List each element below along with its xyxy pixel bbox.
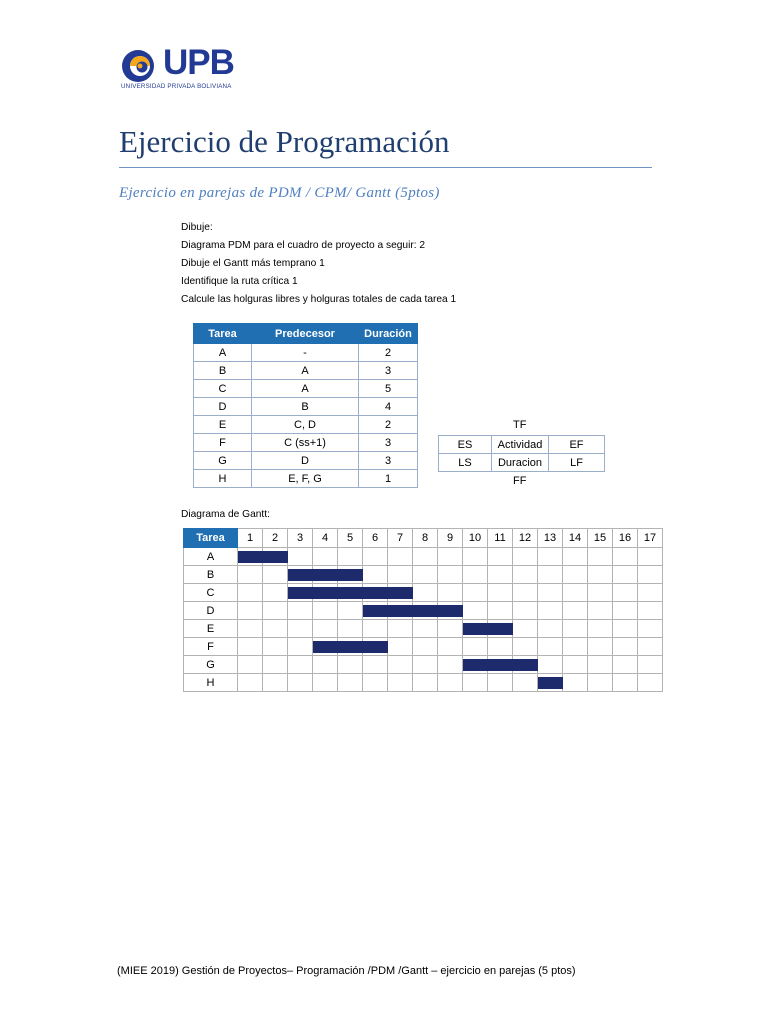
cell: - (252, 344, 359, 362)
gantt-cell (363, 566, 388, 584)
gantt-period-header: 3 (288, 529, 313, 548)
gantt-cell (538, 602, 563, 620)
legend-cell: ES (439, 436, 492, 454)
gantt-cell (263, 584, 288, 602)
gantt-cell (438, 566, 463, 584)
gantt-cell (363, 620, 388, 638)
legend-tf: TF (513, 419, 527, 431)
gantt-cell (563, 620, 588, 638)
gantt-cell (463, 566, 488, 584)
logo-text: UPB (163, 43, 234, 82)
gantt-header-row (184, 529, 663, 548)
gantt-bar-h (538, 677, 563, 689)
project-table (193, 323, 418, 488)
gantt-cell (488, 548, 513, 566)
cell: C (194, 380, 252, 398)
gantt-period-header: 5 (338, 529, 363, 548)
gantt-bar-e (463, 623, 513, 635)
legend-cell: EF (549, 436, 605, 454)
gantt-cell (488, 638, 513, 656)
gantt-cell (388, 638, 413, 656)
gantt-title: Diagrama de Gantt: (181, 509, 270, 520)
gantt-cell (463, 548, 488, 566)
header-duracion: Duración (359, 324, 418, 344)
gantt-cell (563, 584, 588, 602)
logo-subtitle: UNIVERSIDAD PRIVADA BOLIVIANA (121, 83, 232, 90)
legend-cell: Duracion (492, 454, 549, 472)
cell: G (194, 452, 252, 470)
cell: 1 (359, 470, 418, 488)
gantt-cell (588, 566, 613, 584)
gantt-cell (388, 620, 413, 638)
gantt-cell (288, 548, 313, 566)
cell: A (252, 362, 359, 380)
legend-row (439, 454, 605, 472)
gantt-cell (413, 584, 438, 602)
gantt-cell (638, 620, 663, 638)
gantt-bar-g (463, 659, 538, 671)
cell: 3 (359, 362, 418, 380)
cell: E, F, G (252, 470, 359, 488)
gantt-cell (238, 656, 263, 674)
cell: A (252, 380, 359, 398)
legend-row (439, 436, 605, 454)
gantt-row (184, 656, 663, 674)
gantt-bar-f (313, 641, 388, 653)
title-divider (119, 167, 652, 168)
cell: B (252, 398, 359, 416)
cell: 2 (359, 344, 418, 362)
gantt-cell (613, 602, 638, 620)
cell: 3 (359, 434, 418, 452)
page-subtitle: Ejercicio en parejas de PDM / CPM/ Gantt (5ptos) (119, 185, 440, 201)
gantt-task-label: F (184, 638, 238, 656)
gantt-cell (588, 674, 613, 692)
gantt-cell (263, 566, 288, 584)
gantt-cell (538, 548, 563, 566)
gantt-cell (363, 674, 388, 692)
gantt-cell (238, 584, 263, 602)
cell: C, D (252, 416, 359, 434)
gantt-period-header: 16 (613, 529, 638, 548)
gantt-task-label: C (184, 584, 238, 602)
gantt-cell (263, 674, 288, 692)
gantt-cell (613, 638, 638, 656)
gantt-cell (638, 548, 663, 566)
gantt-task-label: G (184, 656, 238, 674)
cell: 5 (359, 380, 418, 398)
gantt-cell (488, 602, 513, 620)
cell: 3 (359, 452, 418, 470)
header-predecesor: Predecesor (252, 324, 359, 344)
gantt-cell (538, 620, 563, 638)
gantt-cell (613, 566, 638, 584)
legend-cell: Actividad (492, 436, 549, 454)
gantt-cell (338, 602, 363, 620)
legend-cell: LS (439, 454, 492, 472)
gantt-cell (288, 638, 313, 656)
gantt-period-header: 11 (488, 529, 513, 548)
gantt-cell (263, 656, 288, 674)
gantt-cell (513, 548, 538, 566)
gantt-cell (338, 548, 363, 566)
gantt-period-header: 12 (513, 529, 538, 548)
instructions (181, 219, 456, 309)
gantt-cell (638, 602, 663, 620)
gantt-cell (438, 638, 463, 656)
gantt-period-header: 17 (638, 529, 663, 548)
instruction-line: Dibuje: (181, 222, 213, 233)
gantt-cell (363, 656, 388, 674)
gantt-cell (588, 620, 613, 638)
gantt-period-header: 14 (563, 529, 588, 548)
gantt-cell (613, 548, 638, 566)
legend-ff: FF (513, 475, 527, 487)
gantt-row (184, 584, 663, 602)
gantt-bar-a (238, 551, 288, 563)
instruction-line: Calcule las holguras libres y holguras totales de cada tarea 1 (181, 294, 457, 305)
gantt-row (184, 566, 663, 584)
gantt-cell (263, 602, 288, 620)
gantt-cell (338, 656, 363, 674)
gantt-bar-c (288, 587, 413, 599)
gantt-period-header: 6 (363, 529, 388, 548)
gantt-period-header: 1 (238, 529, 263, 548)
gantt-cell (463, 638, 488, 656)
gantt-cell (263, 638, 288, 656)
gantt-cell (313, 674, 338, 692)
table-row (194, 470, 418, 488)
gantt-cell (538, 638, 563, 656)
gantt-cell (313, 656, 338, 674)
gantt-task-label: B (184, 566, 238, 584)
table-row (194, 344, 418, 362)
gantt-cell (413, 566, 438, 584)
gantt-cell (513, 566, 538, 584)
gantt-bar-d (363, 605, 463, 617)
gantt-cell (488, 566, 513, 584)
gantt-cell (588, 602, 613, 620)
gantt-period-header: 7 (388, 529, 413, 548)
gantt-cell (538, 656, 563, 674)
gantt-period-header: 15 (588, 529, 613, 548)
gantt-cell (388, 548, 413, 566)
instruction-line: Dibuje el Gantt más temprano 1 (181, 258, 325, 269)
table-row (194, 362, 418, 380)
gantt-cell (288, 656, 313, 674)
gantt-cell (288, 602, 313, 620)
node-legend (438, 435, 605, 472)
gantt-cell (438, 584, 463, 602)
gantt-cell (513, 620, 538, 638)
gantt-cell (438, 674, 463, 692)
gantt-cell (413, 638, 438, 656)
upb-logo (119, 43, 249, 93)
gantt-cell (538, 584, 563, 602)
gantt-header-tarea: Tarea (184, 529, 238, 548)
gantt-cell (463, 584, 488, 602)
gantt-cell (363, 548, 388, 566)
table-row (194, 380, 418, 398)
gantt-cell (388, 656, 413, 674)
gantt-period-header: 10 (463, 529, 488, 548)
gantt-cell (438, 548, 463, 566)
gantt-cell (388, 566, 413, 584)
gantt-cell (588, 548, 613, 566)
instruction-line: Identifique la ruta crítica 1 (181, 276, 298, 287)
gantt-task-label: D (184, 602, 238, 620)
gantt-cell (288, 674, 313, 692)
gantt-period-header: 9 (438, 529, 463, 548)
gantt-cell (563, 656, 588, 674)
gantt-cell (638, 584, 663, 602)
legend-cell: LF (549, 454, 605, 472)
gantt-cell (463, 674, 488, 692)
gantt-task-label: H (184, 674, 238, 692)
gantt-cell (413, 620, 438, 638)
gantt-cell (388, 674, 413, 692)
cell: D (194, 398, 252, 416)
gantt-cell (438, 656, 463, 674)
gantt-row (184, 674, 663, 692)
gantt-cell (563, 548, 588, 566)
gantt-cell (638, 656, 663, 674)
gantt-cell (313, 602, 338, 620)
instruction-line: Diagrama PDM para el cuadro de proyecto a seguir: 2 (181, 240, 426, 251)
gantt-cell (413, 674, 438, 692)
page-footer: (MIEE 2019) Gestión de Proyectos– Programación /PDM /Gantt – ejercicio en parejas (5 ptos) (117, 965, 576, 977)
gantt-cell (413, 656, 438, 674)
gantt-cell (588, 638, 613, 656)
gantt-cell (313, 548, 338, 566)
gantt-row (184, 620, 663, 638)
cell: 4 (359, 398, 418, 416)
cell: 2 (359, 416, 418, 434)
gantt-cell (563, 638, 588, 656)
gantt-cell (513, 674, 538, 692)
gantt-period-header: 2 (263, 529, 288, 548)
table-row (194, 416, 418, 434)
gantt-task-label: A (184, 548, 238, 566)
gantt-cell (613, 674, 638, 692)
gantt-cell (413, 548, 438, 566)
upb-swirl-icon (119, 49, 159, 85)
gantt-task-label: E (184, 620, 238, 638)
cell: D (252, 452, 359, 470)
cell: E (194, 416, 252, 434)
gantt-cell (238, 602, 263, 620)
gantt-cell (263, 620, 288, 638)
gantt-cell (613, 584, 638, 602)
page-title: Ejercicio de Programación (119, 124, 450, 159)
gantt-cell (313, 620, 338, 638)
gantt-cell (488, 584, 513, 602)
gantt-cell (238, 638, 263, 656)
table-row (194, 434, 418, 452)
table-row (194, 452, 418, 470)
header-tarea: Tarea (194, 324, 252, 344)
gantt-cell (638, 674, 663, 692)
gantt-cell (513, 602, 538, 620)
cell: A (194, 344, 252, 362)
table-row (194, 398, 418, 416)
gantt-cell (638, 566, 663, 584)
gantt-cell (288, 620, 313, 638)
gantt-cell (463, 602, 488, 620)
gantt-row (184, 638, 663, 656)
gantt-cell (238, 674, 263, 692)
gantt-cell (438, 620, 463, 638)
gantt-cell (538, 566, 563, 584)
gantt-cell (488, 674, 513, 692)
gantt-cell (613, 620, 638, 638)
cell: C (ss+1) (252, 434, 359, 452)
gantt-period-header: 13 (538, 529, 563, 548)
cell: H (194, 470, 252, 488)
gantt-cell (238, 566, 263, 584)
gantt-cell (563, 602, 588, 620)
gantt-cell (513, 584, 538, 602)
gantt-cell (638, 638, 663, 656)
gantt-cell (338, 620, 363, 638)
gantt-cell (238, 620, 263, 638)
gantt-cell (338, 674, 363, 692)
gantt-cell (513, 638, 538, 656)
gantt-period-header: 4 (313, 529, 338, 548)
gantt-cell (588, 584, 613, 602)
gantt-cell (588, 656, 613, 674)
gantt-period-header: 8 (413, 529, 438, 548)
gantt-bar-b (288, 569, 363, 581)
cell: B (194, 362, 252, 380)
cell: F (194, 434, 252, 452)
gantt-cell (563, 674, 588, 692)
gantt-cell (563, 566, 588, 584)
gantt-cell (613, 656, 638, 674)
